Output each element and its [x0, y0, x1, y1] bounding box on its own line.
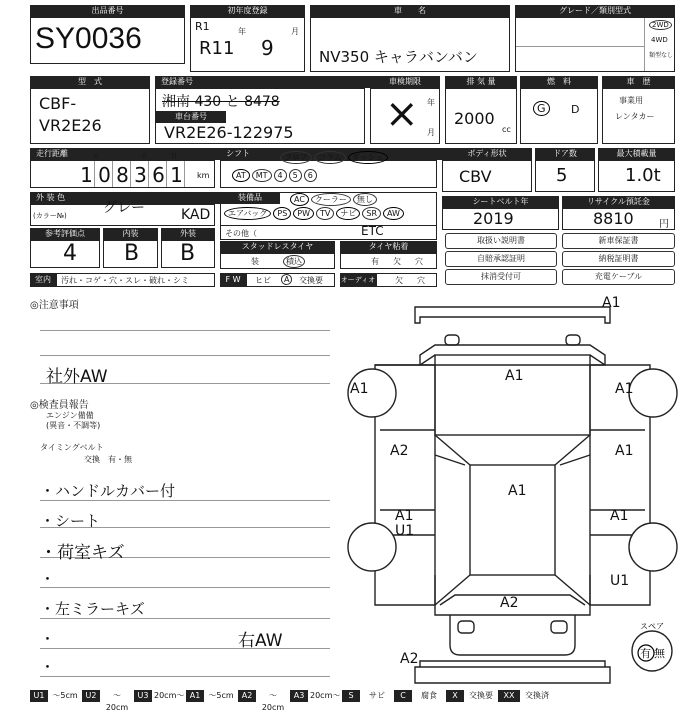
score-ext: B [180, 241, 196, 266]
tire-lack: 欠 [393, 257, 401, 266]
model-name-value: NV350 キャラバンバン [319, 48, 478, 66]
plate-rental: レンタカー [615, 112, 655, 121]
legend-desc: 腐食 [421, 691, 437, 700]
damage-label: A2 [390, 443, 409, 459]
damage-label: U1 [610, 573, 630, 589]
mileage-digits [79, 161, 191, 187]
doors-value: 5 [556, 165, 568, 186]
drive-2wd: 2WD [649, 20, 672, 30]
legend-desc: 〜5cm [52, 691, 78, 700]
equip-navi: ナビ [336, 207, 360, 220]
inspector-item: ・左ミラーキズ [40, 600, 145, 618]
equipment-options-row [223, 207, 405, 220]
legend-desc: 交換済 [525, 691, 549, 700]
tire-have: 有 [371, 257, 379, 266]
studless-box [220, 253, 335, 269]
chassis-value: VR2E26-122975 [164, 123, 294, 142]
type-code-box [30, 88, 150, 144]
damage-label: A1 [615, 381, 634, 397]
legend-code: XX [498, 690, 520, 702]
fuel-box [520, 88, 598, 144]
fw-header: F W [220, 273, 246, 287]
doc-manual: 取扱い説明書 [445, 233, 557, 249]
fuel-g: G [533, 101, 550, 116]
model-name-box [310, 17, 510, 72]
displacement-header: 排 気 量 [445, 76, 517, 88]
inspector-right-note: 右AW [238, 631, 283, 651]
inspection-mark: × [385, 91, 419, 137]
drive-4wd: 4WD [651, 36, 668, 44]
mileage-unit-km: km [197, 171, 210, 180]
displacement-value: 2000 [454, 109, 495, 128]
doc-charge-cable: 充電ケーブル [562, 269, 675, 285]
damage-label: A1 [350, 381, 369, 397]
interior-box [56, 273, 215, 287]
legend-desc: 20cm〜 [154, 691, 185, 700]
displacement-box [445, 88, 517, 144]
damage-label: A1 [508, 483, 527, 499]
legend-code: S [342, 690, 360, 702]
spare-none: 無 [654, 647, 665, 660]
chassis-header: 車台番号 [156, 111, 226, 123]
legend-desc: 〜20cm [105, 691, 129, 712]
mileage-digit: 8 [115, 161, 131, 187]
mileage-digit: 3 [133, 161, 149, 187]
doors-header: ドア数 [535, 148, 595, 160]
shift-5: 5 [289, 169, 302, 182]
notes-line1: 社外AW [46, 367, 108, 387]
damage-label: A1 [602, 295, 621, 311]
mileage-unit-man: 万 [93, 153, 100, 160]
legend-desc: 〜5cm [208, 691, 234, 700]
studless-header: スタッドレスタイヤ [220, 241, 335, 253]
score-int-header: 内装 [103, 228, 158, 240]
first-reg-header: 初年度登録 [190, 5, 305, 17]
audio-box [376, 273, 437, 287]
shift-mt: MT [252, 169, 272, 182]
legend-code: A3 [290, 690, 308, 702]
first-reg-era-printed: R1 [195, 20, 210, 33]
mileage-digit: 6 [151, 161, 167, 187]
tire-hole: 穴 [415, 257, 423, 266]
mileage-digit: 0 [97, 161, 113, 187]
damage-label: A2 [500, 595, 519, 611]
score-total: 4 [63, 241, 77, 266]
mileage-header: 走行距離 [30, 148, 221, 160]
equipment-ac-row [289, 193, 378, 206]
body-header: ボディ形状 [442, 148, 532, 160]
mileage-digit: 1 [169, 161, 185, 187]
studless-loaded: 積込 [283, 255, 305, 268]
doors-box [535, 160, 595, 192]
color-code: KAD [181, 207, 211, 223]
tire-box [340, 253, 437, 269]
doc-warranty: 新車保証書 [562, 233, 675, 249]
recycle-header: リサイクル預託金 [562, 196, 675, 208]
inspector-label: ◎検査員報告 [30, 400, 89, 411]
equip-sr: SR [362, 207, 381, 220]
spare-have: 有 [640, 647, 651, 660]
legend-code: X [446, 690, 464, 702]
shift-dash: ダッシュ [348, 151, 388, 164]
audio-have: 欠 [395, 276, 403, 285]
color-header: 外 装 色 [30, 192, 221, 204]
plate-commercial: 事業用 [619, 96, 643, 105]
inspector-timing-sub: 交換 有・無 [84, 455, 132, 464]
registration-box [155, 88, 365, 144]
legend-code: C [394, 690, 412, 702]
legend-code: U3 [134, 690, 152, 702]
legend-desc: 交換要 [469, 691, 493, 700]
equip-tv: TV [316, 207, 334, 220]
shift-type-row [279, 151, 389, 164]
seatbelt-value: 2019 [473, 209, 514, 228]
shift-column: コラム [314, 151, 346, 164]
shift-floor: フロア [280, 151, 312, 164]
inspector-item: ・荷室キズ [40, 543, 125, 563]
registration-value: 湘南 430 と 8478 [162, 94, 280, 110]
first-reg-era: R1 [199, 38, 223, 59]
note-line [40, 587, 330, 588]
inspector-item: ・シート [40, 512, 101, 530]
legend-desc: 〜20cm [261, 691, 285, 712]
fw-crack: ヒビ [255, 276, 271, 285]
equip-aw: AW [383, 207, 404, 220]
grade-drive-column [644, 18, 674, 71]
first-reg-box [190, 17, 305, 72]
doc-erase-reception: 抹消受付可 [445, 269, 557, 285]
legend-code: U1 [30, 690, 48, 702]
grade-header: グレード／類別型式 [515, 5, 675, 17]
shift-header: シフト [220, 148, 443, 160]
car-damage-diagram [340, 295, 685, 690]
mileage-unit-sen: 千 [141, 153, 148, 160]
legend-desc: 20cm〜 [310, 691, 341, 700]
shift-4: 4 [274, 169, 287, 182]
registration-header: 登録番号 [155, 76, 371, 88]
note-line [40, 355, 330, 356]
capacity-header: 最大積載量 [598, 148, 675, 160]
score-int-box [103, 240, 158, 268]
note-line [40, 648, 330, 649]
equipment-box [220, 192, 437, 226]
score-total-box [30, 240, 100, 268]
inspector-timing: タイミングベルト [40, 443, 104, 452]
inspector-engine-sub: (異音・不調等) [46, 421, 101, 430]
recycle-unit: 円 [659, 219, 669, 230]
inspector-item: ・ハンドルカバー付 [40, 482, 176, 500]
equip-none: 無し [353, 193, 377, 206]
first-reg-month-unit: 月 [291, 27, 299, 36]
model-name-header: 車 名 [310, 5, 510, 17]
audio-hole: 穴 [417, 276, 425, 285]
equip-cooler: クーラー [311, 193, 351, 206]
inspection-month-unit: 月 [427, 128, 435, 137]
color-box [30, 200, 215, 226]
fuel-header: 燃 料 [520, 76, 598, 88]
shift-at: AT [232, 169, 250, 182]
note-line [40, 676, 330, 677]
body-value: CBV [459, 167, 492, 186]
damage-label: A1 [610, 508, 629, 524]
grade-divider [516, 46, 644, 47]
score-int: B [124, 241, 140, 266]
tire-header: タイヤ粘着 [340, 241, 437, 253]
equip-airbag: エアバッグ [224, 207, 271, 220]
first-reg-year-unit: 年 [238, 27, 246, 36]
seatbelt-box [442, 208, 559, 230]
equip-other-value: ETC [361, 224, 384, 238]
mileage-digit: 1 [79, 161, 95, 187]
inspector-engine: エンジン備備 [46, 411, 94, 420]
lot-number-box [30, 17, 185, 64]
equip-ac: AC [290, 193, 309, 206]
recycle-value: 8810 [593, 209, 634, 228]
lot-number-value: SY0036 [35, 22, 142, 55]
recycle-box [562, 208, 675, 230]
damage-label: A2 [400, 651, 419, 667]
studless-install: 装 [251, 257, 259, 266]
shift-6: 6 [304, 169, 317, 182]
legend-code: A1 [186, 690, 204, 702]
notes-label: ◎注意事項 [30, 300, 79, 311]
displacement-unit: cc [502, 125, 511, 134]
inspector-item: ・ [40, 658, 56, 676]
seatbelt-header: シートベルト年 [442, 196, 559, 208]
inspector-item: ・ [40, 630, 56, 648]
capacity-value: 1.0t [625, 165, 661, 186]
grade-box [515, 17, 675, 72]
inspection-year-unit: 年 [427, 98, 435, 107]
plate-box [602, 88, 675, 144]
interior-items: 汚れ・コゲ・穴・スレ・破れ・シミ [61, 276, 189, 285]
capacity-box [598, 160, 675, 192]
fw-box [246, 273, 335, 287]
color-code-label: (カラー№) [33, 212, 67, 220]
equip-pw: PW [293, 207, 314, 220]
inspection-header: 車検期限 [370, 76, 440, 88]
legend-code: A2 [238, 690, 256, 702]
legend-code: U2 [82, 690, 100, 702]
first-reg-month: 9 [261, 36, 274, 60]
legend-desc: サビ [369, 691, 385, 700]
type-code-value: CBF- VR2E26 [39, 94, 102, 135]
damage-label: A1 [395, 508, 414, 524]
equip-other-label: その他（ [225, 229, 257, 238]
color-value: グレー [103, 200, 145, 216]
interior-header: 室内 [30, 273, 56, 287]
doc-tax-cert: 納税証明書 [562, 251, 675, 267]
score-total-header: 参考評価点 [30, 228, 100, 240]
type-code-header: 型 式 [30, 76, 150, 88]
shift-gear-row [231, 169, 318, 182]
doc-self-approve: 自賠承認証明 [445, 251, 557, 267]
equipment-other-box [220, 226, 437, 240]
fw-replace: 交換要 [299, 276, 323, 285]
damage-label: A1 [505, 368, 524, 384]
body-box [442, 160, 532, 192]
note-line [40, 330, 330, 331]
audio-header: オーディオ [340, 273, 376, 287]
damage-label: A1 [615, 443, 634, 459]
equipment-header: 装備品 [220, 192, 280, 204]
spare-label: スペア [640, 622, 664, 631]
plate-header: 車 歴 [602, 76, 675, 88]
fw-a: A [281, 274, 292, 285]
score-ext-box [161, 240, 215, 268]
fuel-d: D [571, 103, 580, 116]
lot-number-header: 出品番号 [30, 5, 185, 17]
inspector-item: ・ [40, 570, 56, 588]
score-ext-header: 外装 [161, 228, 215, 240]
equip-ps: PS [273, 207, 291, 220]
mileage-unit-hyaku: 百 [171, 153, 178, 160]
first-reg-year: 1 [223, 38, 235, 59]
inspection-box [370, 88, 440, 144]
damage-label: U1 [395, 523, 415, 539]
type-none: 類型なし [648, 52, 673, 59]
